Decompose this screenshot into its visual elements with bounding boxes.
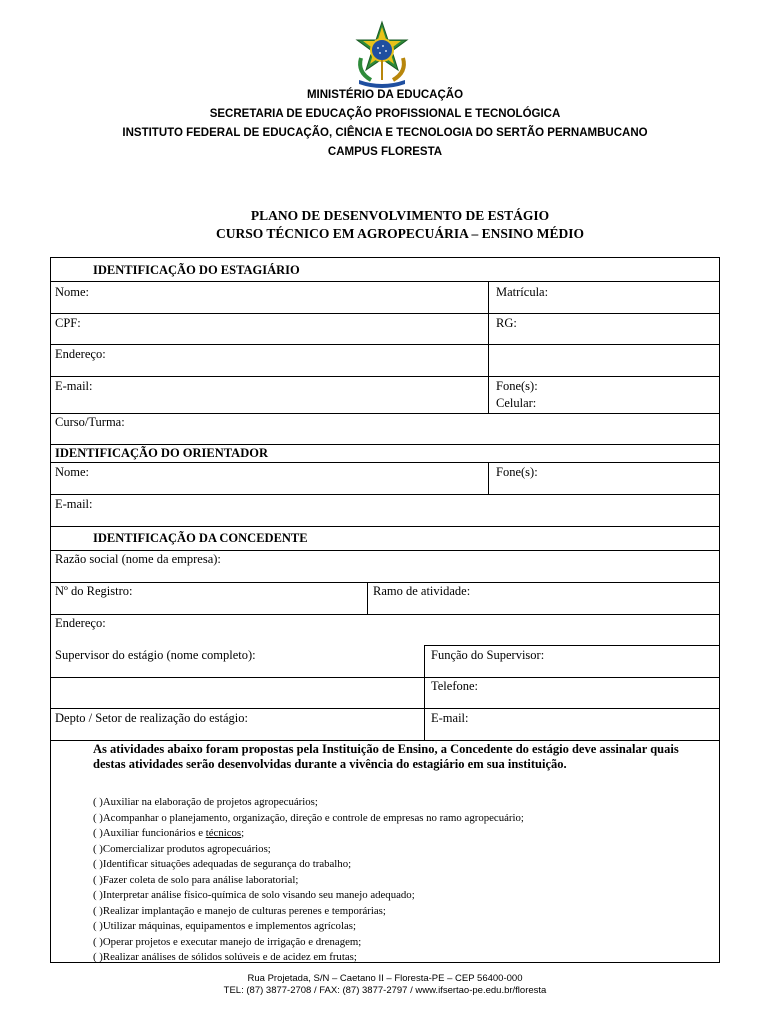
field-label-celular: Celular: <box>496 396 537 410</box>
row-divider <box>51 344 719 345</box>
field-label-funcao: Função do Supervisor: <box>431 648 545 662</box>
field-label-matricula: Matrícula: <box>496 285 549 299</box>
row-divider <box>51 708 719 709</box>
activity-item: ( )Fazer coleta de solo para análise laboratorial; <box>93 873 299 886</box>
field-label-orientador-nome: Nome: <box>55 465 90 479</box>
footer-address: Rua Projetada, S/N – Caetano II – Floresta-PE – CEP 56400-000 <box>247 973 523 984</box>
activity-item: ( )Auxiliar na elaboração de projetos agropecuários; <box>93 796 318 808</box>
activity-item: ( )Acompanhar o planejamento, organização, direção e controle de empresas no ramo agropecuário; <box>93 811 524 824</box>
section-heading-concedente: IDENTIFICAÇÃO DA CONCEDENTE <box>93 531 308 545</box>
column-divider <box>424 645 425 740</box>
activity-item: ( )Utilizar máquinas, equipamentos e implementos agrícolas; <box>93 920 356 932</box>
header-secretary: SECRETARIA DE EDUCAÇÃO PROFISSIONAL E TECNOLÓGICA <box>209 108 561 120</box>
activity-item: ( )Realizar análises de sólidos solúveis e de acidez em frutas; <box>93 951 357 963</box>
brazil-coat-of-arms-icon <box>349 20 415 88</box>
field-label-ramo: Ramo de atividade: <box>373 584 471 598</box>
field-label-endereco: Endereço: <box>55 347 106 361</box>
column-divider <box>367 582 368 614</box>
field-label-telefone: Telefone: <box>431 679 479 693</box>
activity-item: ( )Operar projetos e executar manejo de irrigação e drenagem; <box>93 935 362 948</box>
row-divider <box>51 281 719 282</box>
field-label-concedente-email: E-mail: <box>431 711 469 725</box>
header-campus: CAMPUS FLORESTA <box>327 146 443 158</box>
title-line-1: PLANO DE DESENVOLVIMENTO DE ESTÁGIO <box>250 208 550 223</box>
row-divider <box>51 677 719 678</box>
column-divider <box>488 281 489 376</box>
row-divider <box>51 444 719 445</box>
activity-item-underlined: técnicos <box>205 827 242 839</box>
header-ministry: MINISTÉRIO DA EDUCAÇÃO <box>306 89 464 101</box>
document-title <box>0 207 770 243</box>
footer-contact: TEL: (87) 3877-2708 / FAX: (87) 3877-2797 / www.ifsertao-pe.edu.br/floresta <box>223 985 547 996</box>
field-label-orientador-fones: Fone(s): <box>496 465 538 479</box>
activity-item: ( )Interpretar análise físico-química de solo visando seu manejo adequado; <box>93 889 415 901</box>
row-divider <box>51 526 719 527</box>
institution-header <box>0 86 770 162</box>
page-footer <box>0 973 770 997</box>
section-heading-orientador: IDENTIFICAÇÃO DO ORIENTADOR <box>55 446 268 460</box>
field-label-rg: RG: <box>496 316 517 330</box>
row-divider <box>51 614 719 615</box>
row-divider <box>51 462 719 463</box>
field-label-cpf: CPF: <box>55 316 81 330</box>
field-label-supervisor: Supervisor do estágio (nome completo): <box>55 648 256 662</box>
internship-form <box>50 257 720 963</box>
activity-item <box>93 826 713 842</box>
field-label-registro: Nº do Registro: <box>55 584 133 598</box>
row-divider <box>51 376 719 377</box>
section-heading-estagiario: IDENTIFICAÇÃO DO ESTAGIÁRIO <box>93 263 300 277</box>
row-divider <box>51 413 719 414</box>
field-label-curso: Curso/Turma: <box>55 415 125 429</box>
header-institute: INSTITUTO FEDERAL DE EDUCAÇÃO, CIÊNCIA E TECNOLOGIA DO SERTÃO PERNAMBUCANO <box>122 127 648 139</box>
field-label-nome: Nome: <box>55 285 90 299</box>
field-label-concedente-endereco: Endereço: <box>55 616 106 630</box>
row-divider <box>51 313 719 314</box>
activity-item-suffix: ; <box>241 827 245 839</box>
column-divider <box>488 462 489 494</box>
row-divider <box>51 494 719 495</box>
field-label-razao-social: Razão social (nome da empresa): <box>55 552 221 566</box>
field-label-email: E-mail: <box>55 379 93 393</box>
activity-item-text: ( )Auxiliar funcionários e <box>93 827 206 839</box>
activity-item: ( )Realizar implantação e manejo de culturas perenes e temporárias; <box>93 904 386 917</box>
activity-item: ( )Comercializar produtos agropecuários; <box>93 842 271 855</box>
activity-item: ( )Identificar situações adequadas de segurança do trabalho; <box>93 858 352 870</box>
column-divider <box>488 376 489 413</box>
row-divider <box>424 645 719 646</box>
row-divider <box>51 740 719 741</box>
field-label-orientador-email: E-mail: <box>55 497 93 511</box>
row-divider <box>51 582 719 583</box>
activities-intro: As atividades abaixo foram propostas pela Instituição de Ensino, a Concedente do estágio deve assinalar quais destas atividades serão desenvolvidas durante a vivência do estagiário em sua instituição. <box>93 742 679 771</box>
field-label-fones: Fone(s): <box>496 379 538 393</box>
field-label-depto: Depto / Setor de realização do estágio: <box>55 711 248 725</box>
row-divider <box>51 550 719 551</box>
activities-list <box>93 795 713 966</box>
title-line-2: CURSO TÉCNICO EM AGROPECUÁRIA – ENSINO MÉDIO <box>215 226 585 241</box>
